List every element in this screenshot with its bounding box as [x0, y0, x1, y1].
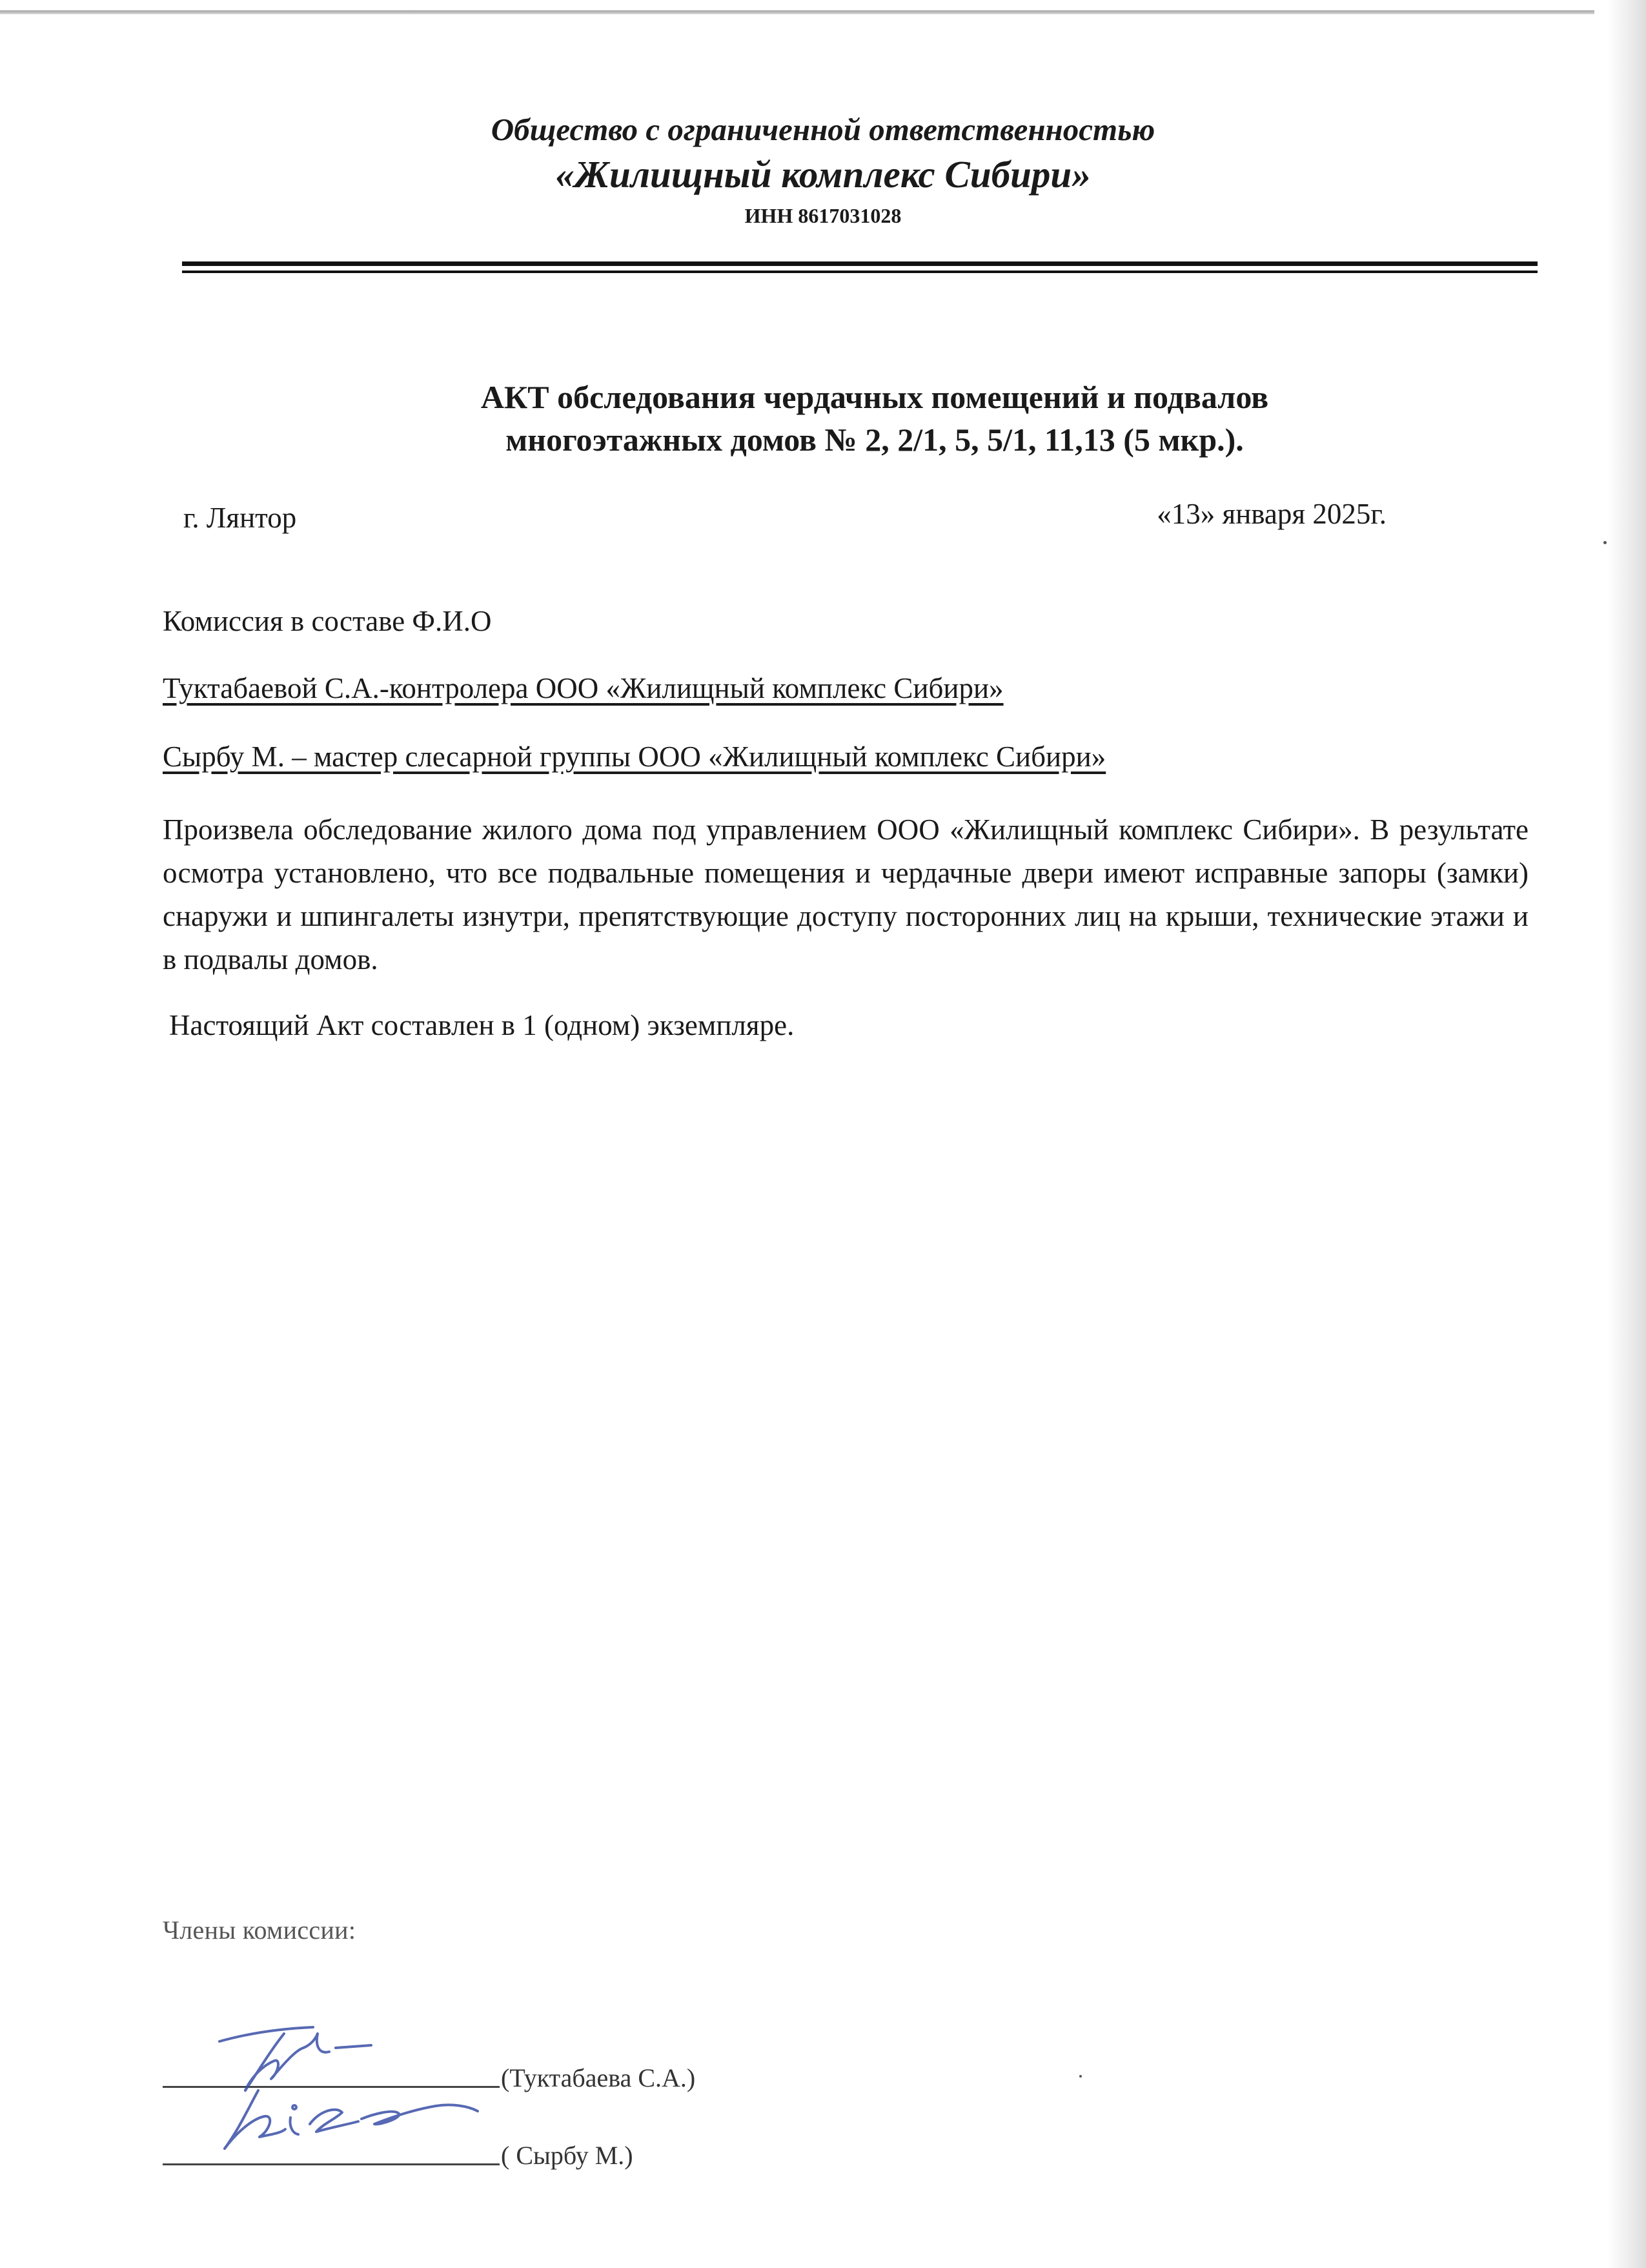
commission-heading: Комиссия в составе Ф.И.О [163, 605, 492, 637]
handwritten-signature-2 [213, 2079, 503, 2156]
signatory-name-1: (Туктабаева С.А.) [501, 2063, 696, 2092]
org-name: «Жилищный комплекс Сибири» [555, 153, 1091, 196]
scan-speck [1079, 2075, 1082, 2078]
title-line-2: многоэтажных домов № 2, 2/1, 5, 5/1, 11,13 (5 мкр.). [505, 422, 1244, 458]
commission-member-1: Туктабаевой С.А.-контролера ООО «Жилищный комплекс Сибири» [163, 672, 1004, 704]
document-date: «13» января 2025г. [1157, 498, 1387, 530]
commission-member-2: Сырбу М. – мастер слесарной группы ООО «Жилищный комплекс Сибири» [163, 741, 1106, 773]
header-rule-thin [182, 271, 1538, 273]
signatory-name-2: ( Сырбу М.) [501, 2141, 633, 2170]
document-title [232, 376, 1517, 461]
signatures-heading: Члены комиссии: [163, 1916, 356, 1945]
copies-statement: Настоящий Акт составлен в 1 (одном) экземпляре. [169, 1009, 795, 1041]
scan-edge-top [0, 10, 1594, 14]
place: г. Лянтор [183, 502, 297, 534]
org-inn: ИНН 8617031028 [744, 204, 902, 227]
body-paragraph: Произвела обследование жилого дома под управлением ООО «Жилищный комплекс Сибири». В результате осмотра установлено, что все подвальные помещения и чердачные двери имеют исправные запоры (замки) снаружи и шпингалеты изнутри, препятствующие доступу посторонних лиц на крыши, технические этажи и в подвалы домов. [163, 813, 1529, 976]
org-type: Общество с ограниченной ответственностью [491, 112, 1155, 147]
scan-speck [1603, 541, 1607, 544]
scan-edge-right [1607, 0, 1646, 2268]
title-line-1: АКТ обследования чердачных помещений и подвалов [480, 379, 1269, 415]
signature-line [163, 2163, 500, 2165]
header-rule-thick [182, 261, 1538, 266]
